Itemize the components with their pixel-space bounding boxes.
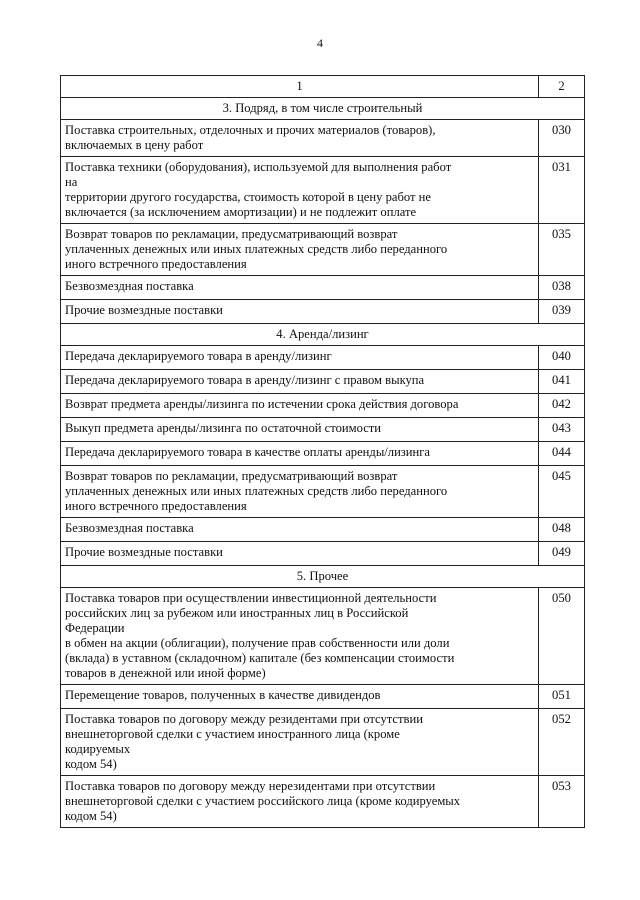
table-row	[61, 370, 585, 394]
operation-code: 040	[539, 346, 585, 370]
table-row	[61, 157, 585, 224]
section-title: 3. Подряд, в том числе строительный	[61, 98, 585, 120]
table-row	[61, 776, 585, 828]
section-header-row	[61, 566, 585, 588]
table-row	[61, 346, 585, 370]
table-row	[61, 518, 585, 542]
operation-description: Передача декларируемого товара в аренду/лизинг	[61, 346, 539, 370]
operation-description: Выкуп предмета аренды/лизинга по остаточной стоимости	[61, 418, 539, 442]
operation-description: Поставка товаров по договору между нерезидентами при отсутствии внешнеторговой сделки с участием российского лица (кроме кодируемых кодом 54)	[61, 776, 539, 828]
codes-table	[60, 75, 585, 828]
operation-code: 031	[539, 157, 585, 224]
operation-description: Прочие возмездные поставки	[61, 542, 539, 566]
operation-code: 030	[539, 120, 585, 157]
table-row	[61, 709, 585, 776]
section-header-row	[61, 324, 585, 346]
operation-description: Возврат товаров по рекламации, предусматривающий возврат уплаченных денежных или иных платежных средств либо переданного иного встречного предоставления	[61, 224, 539, 276]
operation-code: 049	[539, 542, 585, 566]
operation-description: Поставка товаров при осуществлении инвестиционной деятельности российских лиц за рубежом или иностранных лиц в Российской Федерации в обмен на акции (облигации), получение прав собственности или доли (вклада) в уставном (складочном) капитале (без компенсации стоимости товаров в денежной или иной форме)	[61, 588, 539, 685]
operation-code: 042	[539, 394, 585, 418]
operation-code: 035	[539, 224, 585, 276]
operation-code: 038	[539, 276, 585, 300]
operation-description: Передача декларируемого товара в качестве оплаты аренды/лизинга	[61, 442, 539, 466]
section-title: 5. Прочее	[61, 566, 585, 588]
operation-code: 051	[539, 685, 585, 709]
operation-code: 045	[539, 466, 585, 518]
operation-code: 041	[539, 370, 585, 394]
table-row	[61, 542, 585, 566]
operation-code: 052	[539, 709, 585, 776]
table-row	[61, 276, 585, 300]
operation-description: Поставка техники (оборудования), используемой для выполнения работ на территории другого государства, стоимость которой в цену работ не включается (за исключением амортизации) и не подлежит оплате	[61, 157, 539, 224]
operation-code: 043	[539, 418, 585, 442]
page-number: 4	[317, 36, 323, 50]
table-row	[61, 418, 585, 442]
codes-table-body	[61, 76, 585, 828]
operation-description: Прочие возмездные поставки	[61, 300, 539, 324]
operation-description: Безвозмездная поставка	[61, 518, 539, 542]
operation-description: Перемещение товаров, полученных в качестве дивидендов	[61, 685, 539, 709]
section-header-row	[61, 98, 585, 120]
table-row	[61, 394, 585, 418]
table-row	[61, 224, 585, 276]
operation-code: 044	[539, 442, 585, 466]
operation-description: Возврат товаров по рекламации, предусматривающий возврат уплаченных денежных или иных платежных средств либо переданного иного встречного предоставления	[61, 466, 539, 518]
table-row	[61, 120, 585, 157]
table-row	[61, 685, 585, 709]
table-row	[61, 588, 585, 685]
header-col-1: 1	[61, 76, 539, 98]
operation-description: Передача декларируемого товара в аренду/лизинг с правом выкупа	[61, 370, 539, 394]
header-col-2: 2	[539, 76, 585, 98]
operation-code: 053	[539, 776, 585, 828]
operation-code: 039	[539, 300, 585, 324]
section-title: 4. Аренда/лизинг	[61, 324, 585, 346]
operation-code: 048	[539, 518, 585, 542]
operation-code: 050	[539, 588, 585, 685]
operation-description: Безвозмездная поставка	[61, 276, 539, 300]
table-row	[61, 466, 585, 518]
table-header-row	[61, 76, 585, 98]
operation-description: Поставка строительных, отделочных и прочих материалов (товаров), включаемых в цену работ	[61, 120, 539, 157]
table-row	[61, 442, 585, 466]
operation-description: Возврат предмета аренды/лизинга по истечении срока действия договора	[61, 394, 539, 418]
operation-description: Поставка товаров по договору между резидентами при отсутствии внешнеторговой сделки с участием иностранного лица (кроме кодируемых кодом 54)	[61, 709, 539, 776]
table-row	[61, 300, 585, 324]
